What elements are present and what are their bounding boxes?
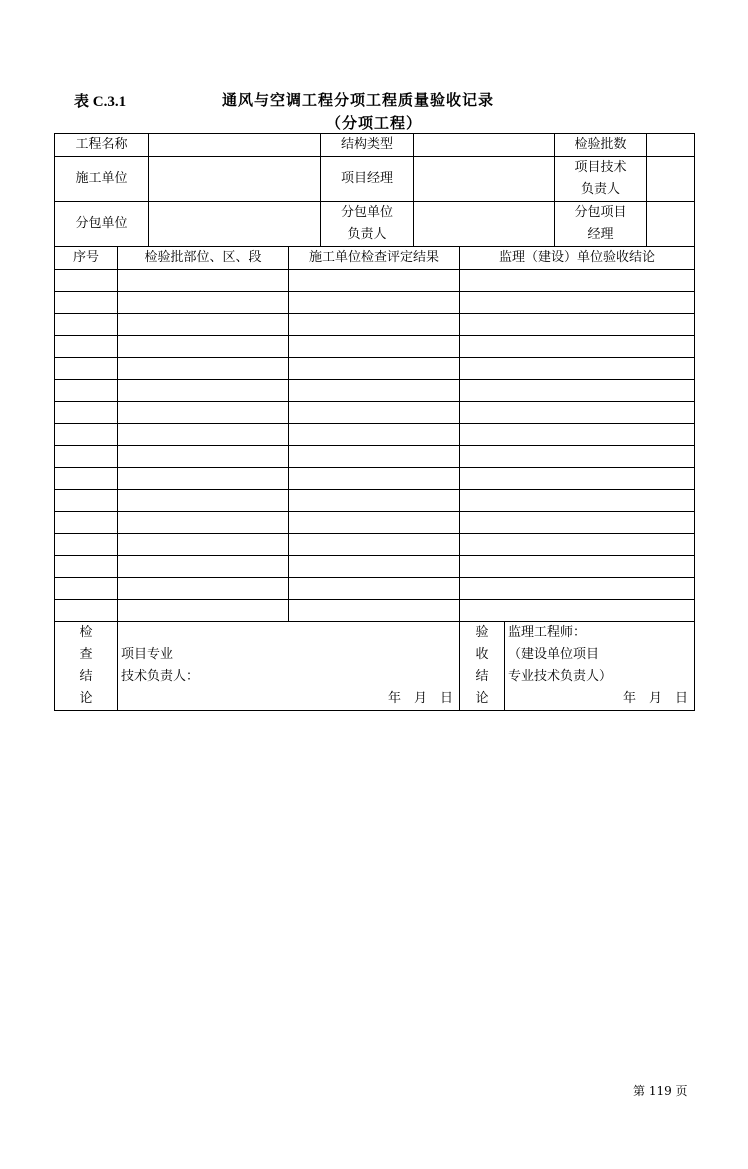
sub-pm-label-line1: 分包项目	[574, 205, 627, 220]
supervisor-conclusion-cell[interactable]	[460, 600, 695, 622]
location-cell[interactable]	[118, 380, 289, 402]
contractor-result-cell[interactable]	[289, 512, 460, 534]
location-cell[interactable]	[118, 446, 289, 468]
quality-acceptance-table	[54, 133, 695, 711]
sub-lead-label-line2: 负责人	[347, 227, 387, 242]
signature-row	[55, 622, 695, 711]
check-char: 查	[79, 647, 93, 662]
check-text-line1: 项目专业	[121, 647, 174, 662]
contractor-result-cell[interactable]	[289, 600, 460, 622]
table-row	[55, 446, 695, 468]
data-rows	[55, 270, 695, 622]
location-cell[interactable]	[118, 578, 289, 600]
accept-text-line2: （建设单位项目	[508, 647, 600, 662]
check-char: 论	[79, 691, 93, 706]
location-cell[interactable]	[118, 468, 289, 490]
col-header-supervisor-conclusion: 监理（建设）单位验收结论	[460, 247, 695, 270]
table-row	[55, 512, 695, 534]
seq-cell[interactable]	[55, 600, 118, 622]
seq-cell[interactable]	[55, 468, 118, 490]
sub-lead-field[interactable]	[414, 202, 555, 247]
batch-count-field[interactable]	[647, 134, 695, 157]
column-header-row	[55, 247, 695, 270]
col-header-seq: 序号	[55, 247, 118, 270]
accept-char: 结	[475, 669, 489, 684]
contractor-result-cell[interactable]	[289, 556, 460, 578]
location-cell[interactable]	[118, 336, 289, 358]
location-cell[interactable]	[118, 270, 289, 292]
structure-type-label: 结构类型	[321, 134, 414, 157]
sub-lead-label	[321, 202, 414, 247]
tech-lead-field[interactable]	[647, 157, 695, 202]
accept-conclusion-cell	[460, 622, 695, 711]
supervisor-conclusion-cell[interactable]	[460, 314, 695, 336]
table-row	[55, 380, 695, 402]
supervisor-conclusion-cell[interactable]	[460, 292, 695, 314]
sub-lead-label-line1: 分包单位	[340, 205, 393, 220]
project-name-field[interactable]	[149, 134, 321, 157]
seq-cell[interactable]	[55, 446, 118, 468]
contractor-result-cell[interactable]	[289, 314, 460, 336]
seq-cell[interactable]	[55, 512, 118, 534]
supervisor-conclusion-cell[interactable]	[460, 380, 695, 402]
check-text-line2: 技术负责人：	[121, 669, 200, 684]
supervisor-conclusion-cell[interactable]	[460, 468, 695, 490]
table-row	[55, 402, 695, 424]
subcontractor-label: 分包单位	[55, 202, 149, 247]
location-cell[interactable]	[118, 402, 289, 424]
check-conclusion-label	[55, 622, 118, 711]
sub-pm-label-line2: 经理	[587, 227, 614, 242]
contractor-result-cell[interactable]	[289, 358, 460, 380]
contractor-result-cell[interactable]	[289, 578, 460, 600]
location-cell[interactable]	[118, 600, 289, 622]
table-row	[55, 270, 695, 292]
seq-cell[interactable]	[55, 424, 118, 446]
seq-cell[interactable]	[55, 380, 118, 402]
accept-char: 验	[475, 625, 489, 640]
subcontractor-field[interactable]	[149, 202, 321, 247]
check-date: 年 月 日	[387, 691, 453, 706]
accept-char: 收	[475, 647, 489, 662]
seq-cell[interactable]	[55, 270, 118, 292]
table-row	[55, 490, 695, 512]
tech-lead-label-line1: 项目技术	[574, 160, 627, 175]
seq-cell[interactable]	[55, 314, 118, 336]
table-row	[55, 314, 695, 336]
form-subtitle: （分项工程）	[326, 114, 423, 132]
seq-cell[interactable]	[55, 336, 118, 358]
location-cell[interactable]	[118, 314, 289, 336]
table-row	[55, 358, 695, 380]
table-row	[55, 468, 695, 490]
contractor-result-cell[interactable]	[289, 380, 460, 402]
contractor-result-cell[interactable]	[289, 402, 460, 424]
location-cell[interactable]	[118, 424, 289, 446]
supervisor-conclusion-cell[interactable]	[460, 402, 695, 424]
contractor-result-cell[interactable]	[289, 534, 460, 556]
sub-pm-field[interactable]	[647, 202, 695, 247]
location-cell[interactable]	[118, 534, 289, 556]
location-cell[interactable]	[118, 512, 289, 534]
supervisor-conclusion-cell[interactable]	[460, 446, 695, 468]
contractor-result-cell[interactable]	[289, 446, 460, 468]
supervisor-conclusion-cell[interactable]	[460, 424, 695, 446]
contractor-result-cell[interactable]	[289, 336, 460, 358]
check-char: 结	[79, 669, 93, 684]
structure-type-field[interactable]	[414, 134, 555, 157]
location-cell[interactable]	[118, 292, 289, 314]
form-title: 通风与空调工程分项工程质量验收记录	[222, 91, 495, 109]
accept-text-line1: 监理工程师：	[508, 625, 587, 640]
supervisor-conclusion-cell[interactable]	[460, 534, 695, 556]
check-char: 检	[79, 625, 93, 640]
batch-count-label: 检验批数	[555, 134, 647, 157]
location-cell[interactable]	[118, 358, 289, 380]
table-number: 表 C.3.1	[74, 94, 127, 110]
table-row	[55, 600, 695, 622]
supervisor-conclusion-cell[interactable]	[460, 578, 695, 600]
page-number: 第 119 页	[633, 1084, 688, 1098]
check-conclusion-area[interactable]	[118, 622, 460, 711]
accept-inner	[460, 622, 694, 710]
accept-conclusion-area[interactable]	[505, 622, 695, 710]
supervisor-conclusion-cell[interactable]	[460, 270, 695, 292]
accept-conclusion-label	[460, 622, 505, 710]
project-name-label: 工程名称	[55, 134, 149, 157]
table-row	[55, 424, 695, 446]
sub-pm-label	[555, 202, 647, 247]
seq-cell[interactable]	[55, 490, 118, 512]
seq-cell[interactable]	[55, 534, 118, 556]
contractor-result-cell[interactable]	[289, 270, 460, 292]
col-header-location: 检验批部位、区、段	[118, 247, 289, 270]
accept-text-line3: 专业技术负责人）	[508, 669, 613, 684]
contractor-label: 施工单位	[55, 157, 149, 202]
tech-lead-label	[555, 157, 647, 202]
accept-date: 年 月 日	[622, 691, 688, 706]
supervisor-conclusion-cell[interactable]	[460, 512, 695, 534]
seq-cell[interactable]	[55, 358, 118, 380]
supervisor-conclusion-cell[interactable]	[460, 490, 695, 512]
supervisor-conclusion-cell[interactable]	[460, 336, 695, 358]
tech-lead-label-line2: 负责人	[580, 182, 620, 197]
contractor-result-cell[interactable]	[289, 424, 460, 446]
table-row	[55, 534, 695, 556]
contractor-result-cell[interactable]	[289, 490, 460, 512]
contractor-result-cell[interactable]	[289, 292, 460, 314]
supervisor-conclusion-cell[interactable]	[460, 358, 695, 380]
seq-cell[interactable]	[55, 556, 118, 578]
seq-cell[interactable]	[55, 292, 118, 314]
project-manager-label: 项目经理	[321, 157, 414, 202]
contractor-result-cell[interactable]	[289, 468, 460, 490]
seq-cell[interactable]	[55, 402, 118, 424]
table-row	[55, 336, 695, 358]
contractor-field[interactable]	[149, 157, 321, 202]
location-cell[interactable]	[118, 490, 289, 512]
accept-char: 论	[475, 691, 489, 706]
seq-cell[interactable]	[55, 578, 118, 600]
col-header-contractor-result: 施工单位检查评定结果	[289, 247, 460, 270]
location-cell[interactable]	[118, 556, 289, 578]
table-row	[55, 578, 695, 600]
table-row	[55, 556, 695, 578]
supervisor-conclusion-cell[interactable]	[460, 556, 695, 578]
project-manager-field[interactable]	[414, 157, 555, 202]
table-row	[55, 292, 695, 314]
